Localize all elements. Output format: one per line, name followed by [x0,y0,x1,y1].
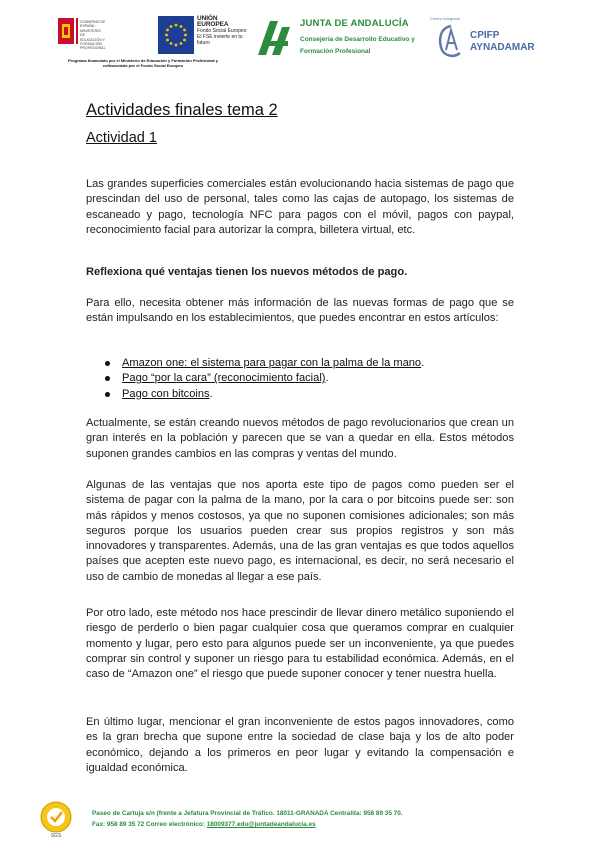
program-text: Programa financiado por el Ministerio de Educación y Formación Profesional y cofinanciado por el Fondo Social Europeo [67,58,219,68]
gov-text: GOBIERNO DE ESPAÑA · MINISTERIO DE EDUCACIÓN Y FORMACIÓN PROFESIONAL [80,20,106,51]
paragraph-4: En último lugar, mencionar el gran inconveniente de estos pagos innovadores, como es la gran brecha que supone entre la sociedad de clase baja y los de alto poder económico, dejando a los primeros en peor lugar y evitando la compensación e igualdad económica. [86,716,514,774]
junta-title: JUNTA DE ANDALUCÍA [300,18,409,29]
header [0,0,600,80]
junta-sub2: Formación Profesional [300,48,371,55]
junta-subtitle [300,34,415,58]
info-paragraph: Para ello, necesita obtener más información de las nuevas formas de pago que se están impulsando en los establecimientos, que puedes encontrar en estos artículos: [86,297,514,325]
footer-email-link[interactable]: 18009377.edu@juntadeandalucia.es [206,821,316,828]
link-suffix: . [421,357,425,369]
cpifp-name: AYNADAMAR [470,42,535,53]
paragraph-2: Algunas de las ventajas que nos aporta este tipo de pagos como pueden ser el sistema de pagar con la palma de la mano, por la cara o por bitcoins puede ser: son más rápidos y menos costosos, ya que no suponen comisiones adicionales; son más seguros porque los usuarios pueden crear sus propios registros y son más innovadores y transparentes. Además, una de las gran ventajas es que todos aquellos países que acepten este nuevo pago, es internacional, es decir, no será necesario el uso de cambio de monedas al llegar a ese país. [86,479,514,583]
activity-title: Actividad 1 [86,130,157,146]
eu-flag [158,16,194,54]
eu-sub1: Fondo Social Europeo [197,28,247,34]
list-item [86,356,514,371]
link-suffix: . [325,372,329,385]
footer-contact [92,821,316,828]
amazon-one-link[interactable]: Amazon one: el sistema para pagar con la palma de la mano [122,357,422,369]
articles-list [86,356,514,402]
eu-title: UNIÓN EUROPEA [197,15,229,28]
cpifp-title: CPIFP [470,30,500,41]
intro-paragraph: Las grandes superficies comerciales están evolucionando hacia sistemas de pago que prescindan del uso de personal, tales como las cajas de autopago, los sistemas de escaneado y pago, tecnología NFC para pagos con el móvil, pagos con paypal, reconocimiento facial para autorizar la compra, billetera virtual, etc. [86,178,514,236]
eu-text [197,16,249,46]
junta-andalucia-logo [254,17,296,59]
sgs-certification-logo [36,798,76,838]
sgs-logo-text: SGS [50,833,62,838]
bitcoin-link[interactable]: Pago con bitcoins [122,387,210,400]
face-pay-link[interactable]: Pago “por la cara” (reconocimiento facial) [122,372,326,385]
footer-address: Paseo de Cartuja s/n (frente a Jefatura Provincial de Tráfico. 18011-GRANADA Centralita: 958 89 35 70. [92,810,403,817]
question-text: Reflexiona qué ventajas tienen los nuevos métodos de pago. [86,266,408,278]
list-item [86,371,514,386]
bullet-icon [105,392,110,397]
page-title: Actividades finales tema 2 [86,101,278,119]
junta-sub1: Consejería de Desarrollo Educativo y [300,36,415,43]
spain-government-logo [58,16,154,54]
bullet-icon [105,361,110,366]
paragraph-1: Actualmente, se están creando nuevos métodos de pago revolucionarios que crean un gran interés en la población y parecen que se van a quedar en ella. Estos métodos suponen grandes cambios en las compras y ventas del mundo. [86,417,514,460]
eu-stars-icon [158,16,194,54]
cpifp-logo [434,20,468,62]
eu-sub2: El FSE invierte en tu futuro [197,34,243,46]
cpifp-small-text: Centro Integrado [430,16,461,21]
bullet-icon [105,376,110,381]
list-item [86,387,514,402]
link-suffix: . [209,387,213,400]
footer-fax: Fax: 958 89 35 72 Correo electrónico: [92,821,207,828]
paragraph-3: Por otro lado, este método nos hace prescindir de llevar dinero metálico suponiendo el riesgo de perderlo o bien pagar cualquier cosa que queramos comprar en cualquier momento y lugar, pero esto para algunos puede ser un inconveniente, ya que puedes comprar sin control y suponer un riesgo para tu estabilidad económica. Además, en el caso de “Amazon one” el riesgo que puede suponer conocer y tener nuestra huella. [86,607,514,681]
